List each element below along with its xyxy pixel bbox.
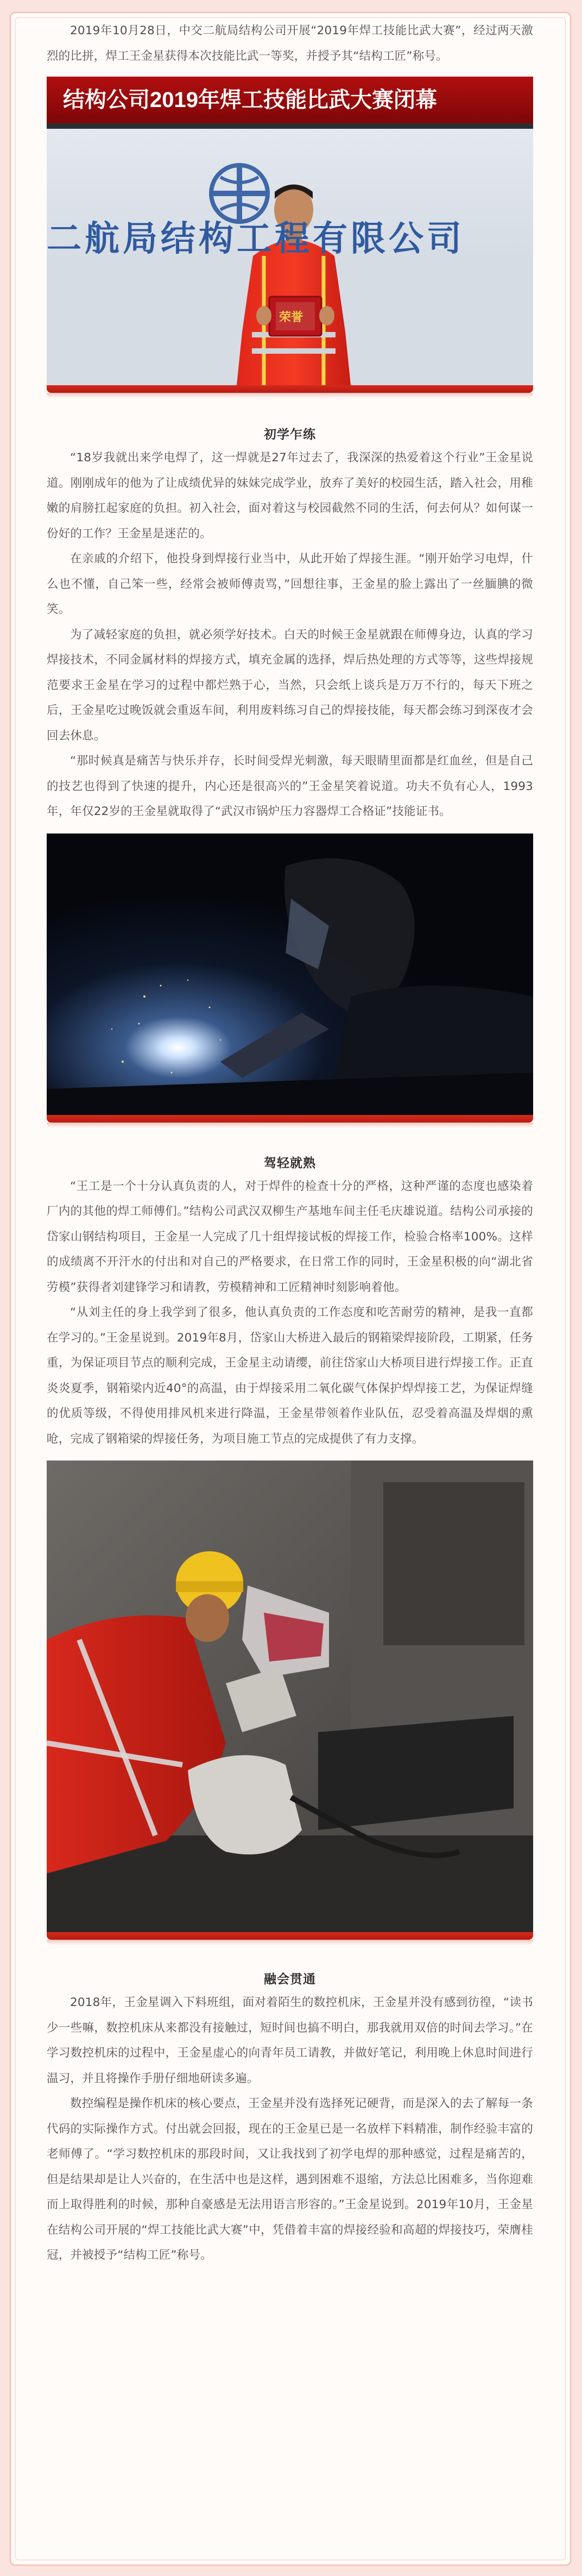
banner-text: 结构公司2019年焊工技能比武大赛闭幕 — [63, 88, 437, 112]
welding-photo-block — [47, 833, 533, 1123]
welding-photo — [47, 833, 533, 1115]
photo-caption-bar — [47, 385, 533, 393]
award-photo — [47, 77, 533, 385]
section3-paragraph-1: 2018年，王金星调入下料班组，面对着陌生的数控机床，王金星并没有感到彷徨，“读书少一些嘛，数控机床从来都没有接触过，短时间也搞不明白，那我就用双倍的时间去学习。”在学习数控机床的过程中，王金星虚心的向青年员工请教，并做好笔记，利用晚上休息时间进行温习，并且将操作手册仔细地研读多遍。 — [47, 1996, 533, 2085]
section3-paragraph-2: 数控编程是操作机床的核心要点，王金星并没有选择死记硬背，而是深入的去了解每一条代码的实际操作方式。付出就会回报，现在的王金星已是一名放样下料精准，制作经验丰富的老师傅了。“学习数控机床的那段时间，又让我找到了初学电焊的那种感觉，过程是痛苦的，但是结果却是让人兴奋的，在生活中也是这样，遇到困难不退缩，方法总比困难多，当你迎难而上取得胜利的时候，那种自豪感是无法用语言形容的。”王金星说到。2019年10月，王金星在结构公司开展的“焊工技能比武大赛”中，凭借着丰富的焊接经验和高超的焊接技巧，荣膺桂冠，并被授予“结构工匠”称号。 — [47, 2097, 533, 2262]
welder-helmet-photo — [47, 1461, 533, 1932]
section2-paragraph-2: “从刘主任的身上我学到了很多，他认真负责的工作态度和吃苦耐劳的精神，是我一直都在学习的。”王金星说到。2019年8月，岱家山大桥进入最后的钢箱梁焊接阶段，工期紧，任务重，为保证项目节点的顺利完成，王金星主动请缨，前往岱家山大桥项目进行焊接工作。正直炎炎夏季，钢箱梁内近40°的高温，由于焊接采用二氧化碳气体保护焊焊接工艺，为保证焊缝的优质等级，不得使用排风机来进行降温，王金星带领着作业队伍，忍受着高温及焊烟的熏呛，完成了钢箱梁的焊接任务，为项目施工节点的完成提供了有力支撑。 — [47, 1306, 533, 1446]
intro-paragraph: 2019年10月28日，中交二航局结构公司开展“2019年焊工技能比武大赛”，经过两天激烈的比拼，焊工王金星获得本次技能比武一等奖，并授予其“结构工匠”称号。 — [47, 24, 533, 63]
award-photo-block — [47, 77, 533, 393]
section1-paragraph-2: 在亲戚的介绍下，他投身到焊接行业当中，从此开始了焊接生涯。“刚开始学习电焊，什么也不懂，自己笨一些，经常会被师傅责骂，”回想往事，王金星的脸上露出了一丝腼腆的微笑。 — [47, 552, 533, 616]
section1-paragraph-4: “那时候真是痛苦与快乐并存，长时间受焊光刺激，每天眼睛里面都是红血丝，但是自己的技艺也得到了快速的提升，内心还是很高兴的”王金星笑着说道。功夫不负有心人，1993年，年仅22岁的王金星就取得了“武汉市锅炉压力容器焊工合格证”技能证书。 — [47, 754, 533, 818]
photo-caption-bar — [47, 1932, 533, 1940]
wall-company-name: 二航局结构工程有限公司 — [47, 219, 465, 258]
section-heading-3: 融会贯通 — [264, 1972, 316, 1986]
photo-caption-bar — [47, 1115, 533, 1123]
welder-helmet-photo-block — [47, 1461, 533, 1940]
section1-paragraph-1: “18岁我就出来学电焊了，这一焊就是27年过去了，我深深的热爱着这个行业”王金星说道。刚刚成年的他为了让成绩优异的妹妹完成学业，放弃了美好的校园生活，踏入社会，用稚嫩的肩膀扛起家庭的负担。初入社会，面对着这与校园截然不同的生活，何去何从？如何谋一份好的工作？王金星是迷茫的。 — [47, 451, 533, 541]
section-heading-1: 初学乍练 — [264, 428, 316, 442]
certificate-label: 荣誉 — [279, 310, 303, 324]
article-content — [47, 18, 533, 2268]
section-heading-2: 驾轻就熟 — [264, 1156, 316, 1170]
section1-paragraph-3: 为了减轻家庭的负担，就必须学好技术。白天的时候王金星就跟在师傅身边，认真的学习焊接技术，不同金属材料的焊接方式，填充金属的选择，焊后热处理的方式等等，这些焊接规范要求王金星在学习的过程中都烂熟于心，当然，只会纸上谈兵是万万不行的，每天下班之后，王金星吃过晚饭就会重返车间，利用废料练习自己的焊接技能，每天都会练习到深夜才会回去休息。 — [47, 628, 533, 743]
section2-paragraph-1: “王工是一个十分认真负责的人，对于焊件的检查十分的严格，这种严谨的态度也感染着厂内的其他的焊工师傅们。”结构公司武汉双柳生产基地车间主任毛庆雄说道。结构公司承接的岱家山钢结构项目，王金星一人完成了几十组焊接试板的焊接工作，检验合格率100%。这样的成绩离不开汗水的付出和对自己的严格要求，在日常工作的同时，王金星积极的向“湖北省劳模”获得者刘建锋学习和请教，劳模精神和工匠精神时刻影响着他。 — [47, 1179, 533, 1294]
